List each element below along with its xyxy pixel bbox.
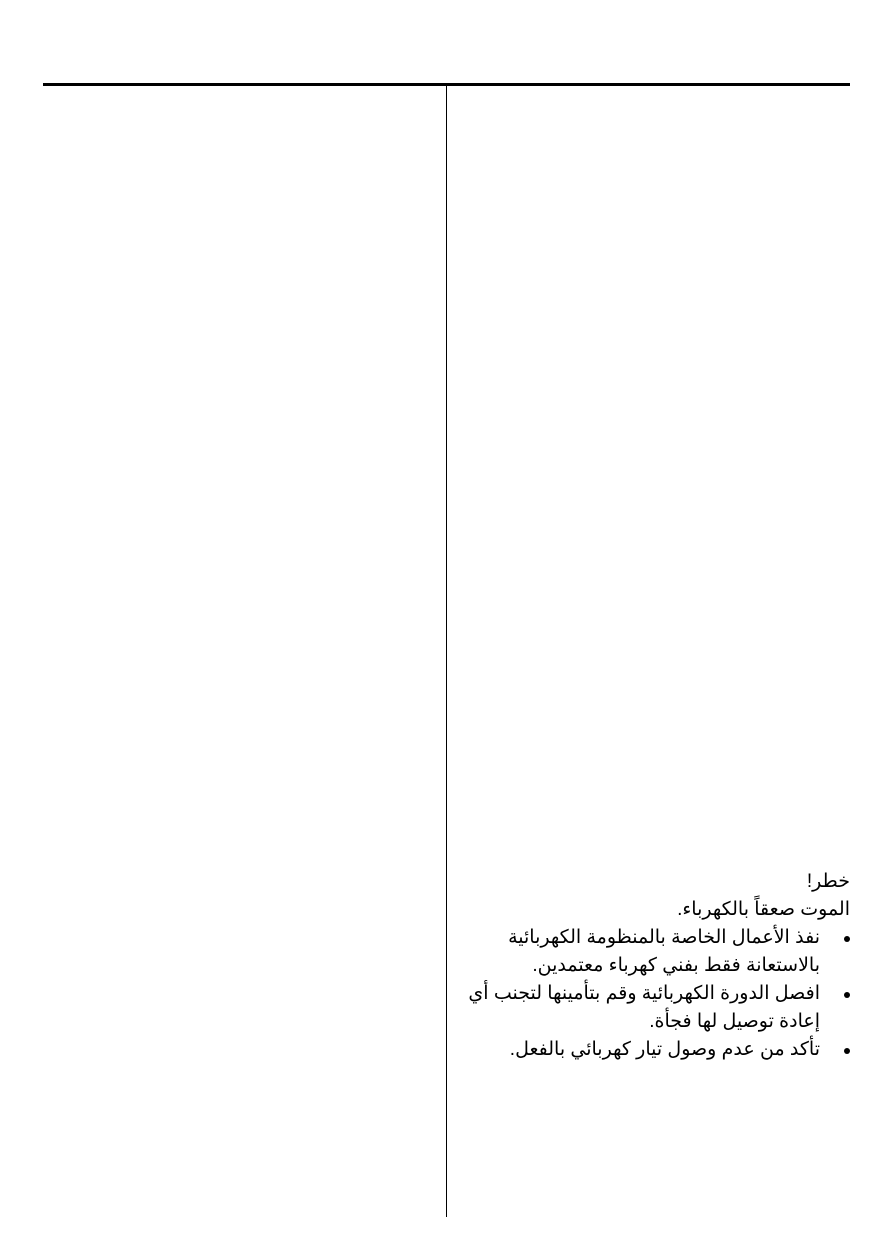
bullet-icon (844, 1048, 850, 1054)
list-item (452, 980, 850, 1036)
warning-subtitle: الموت صعقاً بالكهرباء. (677, 899, 850, 920)
warning-title: خطر! (806, 871, 850, 892)
column-divider (446, 86, 447, 1217)
list-item (452, 1036, 850, 1064)
bullet-icon (844, 936, 850, 942)
warning-item-text: نفذ الأعمال الخاصة بالمنظومة الكهربائية بالاستعانة فقط بفني كهرباء معتمدين. (508, 927, 820, 976)
warning-item-text: افصل الدورة الكهربائية وقم بتأمينها لتجنب أي إعادة توصيل لها فجأة. (468, 983, 820, 1032)
list-item (452, 924, 850, 980)
warning-item-text: تأكد من عدم وصول تيار كهربائي بالفعل. (509, 1039, 820, 1060)
bullet-icon (844, 992, 850, 998)
danger-warning-block (452, 868, 850, 1064)
warning-instructions-list (452, 924, 850, 1064)
